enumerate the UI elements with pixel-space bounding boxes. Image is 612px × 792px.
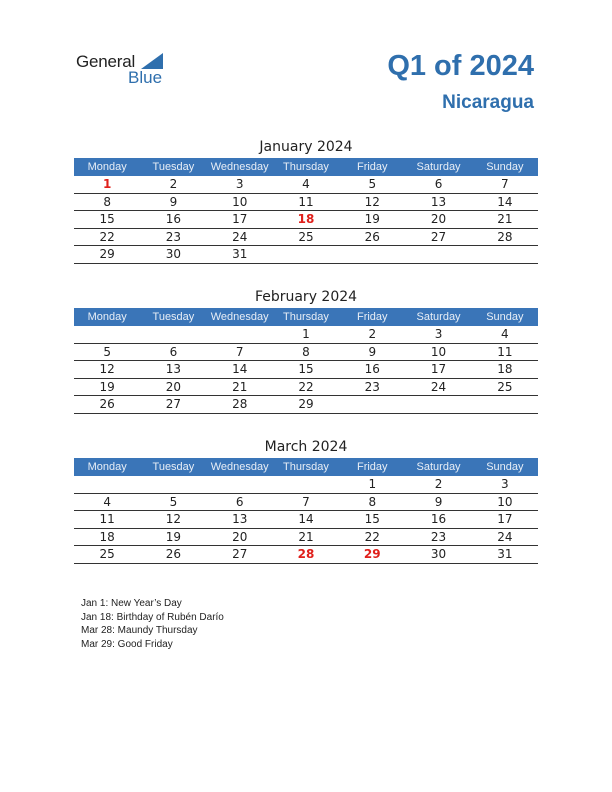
- empty-day-cell: [339, 396, 405, 414]
- weekday-header: Sunday: [472, 308, 538, 326]
- day-cell: 31: [472, 546, 538, 564]
- day-cell: 7: [273, 493, 339, 511]
- logo-triangle-icon: [141, 53, 163, 69]
- weekday-header: Wednesday: [207, 158, 273, 176]
- day-cell: 27: [405, 228, 471, 246]
- day-cell: 7: [207, 343, 273, 361]
- week-row: [74, 343, 538, 361]
- day-cell: 9: [405, 493, 471, 511]
- day-cell: 13: [207, 511, 273, 529]
- day-cell: 16: [140, 211, 206, 229]
- weekday-header-row: [74, 458, 538, 476]
- weekday-header: Thursday: [273, 308, 339, 326]
- day-cell: 17: [207, 211, 273, 229]
- day-cell: 15: [339, 511, 405, 529]
- country-name: Nicaragua: [442, 92, 534, 113]
- day-cell: 1: [273, 326, 339, 343]
- day-cell: 20: [207, 528, 273, 546]
- day-cell: 8: [273, 343, 339, 361]
- day-cell: 6: [140, 343, 206, 361]
- day-cell: 3: [207, 176, 273, 193]
- week-row: [74, 476, 538, 493]
- day-cell: 21: [207, 378, 273, 396]
- day-cell: 21: [273, 528, 339, 546]
- day-cell: 15: [74, 211, 140, 229]
- month-grid: [74, 158, 538, 264]
- week-row: [74, 246, 538, 264]
- holiday-notes: [81, 597, 224, 651]
- weekday-header: Friday: [339, 458, 405, 476]
- day-cell: 20: [140, 378, 206, 396]
- weekday-header: Sunday: [472, 458, 538, 476]
- day-cell: 5: [74, 343, 140, 361]
- day-cell: 18: [472, 361, 538, 379]
- day-cell: 14: [207, 361, 273, 379]
- day-cell: 2: [405, 476, 471, 493]
- weekday-header: Wednesday: [207, 458, 273, 476]
- week-row: [74, 396, 538, 414]
- day-cell: 4: [273, 176, 339, 193]
- day-cell: 23: [140, 228, 206, 246]
- day-cell: 22: [74, 228, 140, 246]
- day-cell: 26: [339, 228, 405, 246]
- week-row: [74, 361, 538, 379]
- day-cell: 14: [472, 193, 538, 211]
- weekday-header: Monday: [74, 158, 140, 176]
- day-cell: 12: [140, 511, 206, 529]
- weekday-header: Friday: [339, 308, 405, 326]
- empty-day-cell: [140, 476, 206, 493]
- day-cell: 22: [273, 378, 339, 396]
- day-cell: 24: [405, 378, 471, 396]
- day-cell: 19: [339, 211, 405, 229]
- day-cell: 17: [472, 511, 538, 529]
- week-row: [74, 528, 538, 546]
- month-grid: [74, 458, 538, 564]
- day-cell: 20: [405, 211, 471, 229]
- month-february: [74, 286, 538, 414]
- day-cell: 5: [140, 493, 206, 511]
- empty-day-cell: [405, 396, 471, 414]
- day-cell: 7: [472, 176, 538, 193]
- day-cell: 17: [405, 361, 471, 379]
- holiday-note: Jan 1: New Year’s Day: [81, 598, 182, 609]
- weekday-header: Monday: [74, 458, 140, 476]
- weekday-header: Sunday: [472, 158, 538, 176]
- day-cell: 22: [339, 528, 405, 546]
- day-cell: 30: [405, 546, 471, 564]
- day-cell: 31: [207, 246, 273, 264]
- weekday-header: Saturday: [405, 458, 471, 476]
- day-cell: 24: [472, 528, 538, 546]
- empty-day-cell: [74, 476, 140, 493]
- day-cell: 29: [273, 396, 339, 414]
- day-cell: 10: [405, 343, 471, 361]
- weekday-header: Thursday: [273, 458, 339, 476]
- day-cell: 16: [405, 511, 471, 529]
- day-cell: 10: [207, 193, 273, 211]
- empty-day-cell: [339, 246, 405, 264]
- weekday-header: Monday: [74, 308, 140, 326]
- day-cell: 19: [140, 528, 206, 546]
- day-cell: 30: [140, 246, 206, 264]
- month-title: January 2024: [259, 139, 353, 155]
- weekday-header-row: [74, 308, 538, 326]
- day-cell: 25: [472, 378, 538, 396]
- day-cell: 28: [273, 546, 339, 564]
- day-cell: 27: [140, 396, 206, 414]
- day-cell: 10: [472, 493, 538, 511]
- logo-word-blue: Blue: [128, 68, 163, 87]
- day-cell: 24: [207, 228, 273, 246]
- month-march: [74, 436, 538, 564]
- empty-day-cell: [140, 326, 206, 343]
- day-cell: 5: [339, 176, 405, 193]
- day-cell: 18: [273, 211, 339, 229]
- weekday-header: Friday: [339, 158, 405, 176]
- day-cell: 11: [74, 511, 140, 529]
- day-cell: 26: [140, 546, 206, 564]
- day-cell: 14: [273, 511, 339, 529]
- day-cell: 4: [472, 326, 538, 343]
- day-cell: 2: [140, 176, 206, 193]
- brand-logo: [76, 52, 186, 92]
- day-cell: 4: [74, 493, 140, 511]
- logo-word-general: General: [76, 52, 136, 71]
- week-row: [74, 511, 538, 529]
- day-cell: 23: [339, 378, 405, 396]
- day-cell: 25: [273, 228, 339, 246]
- empty-day-cell: [405, 246, 471, 264]
- day-cell: 23: [405, 528, 471, 546]
- day-cell: 9: [339, 343, 405, 361]
- day-cell: 8: [74, 193, 140, 211]
- week-row: [74, 176, 538, 193]
- week-row: [74, 228, 538, 246]
- weekday-header: Tuesday: [140, 158, 206, 176]
- weekday-header: Wednesday: [207, 308, 273, 326]
- week-row: [74, 493, 538, 511]
- day-cell: 29: [339, 546, 405, 564]
- weekday-header: Saturday: [405, 308, 471, 326]
- day-cell: 19: [74, 378, 140, 396]
- day-cell: 26: [74, 396, 140, 414]
- day-cell: 15: [273, 361, 339, 379]
- day-cell: 1: [74, 176, 140, 193]
- day-cell: 29: [74, 246, 140, 264]
- empty-day-cell: [273, 246, 339, 264]
- holiday-note: Jan 18: Birthday of Rubén Darío: [81, 611, 224, 623]
- day-cell: 25: [74, 546, 140, 564]
- month-title: February 2024: [254, 289, 358, 305]
- weekday-header-row: [74, 158, 538, 176]
- week-row: [74, 546, 538, 564]
- day-cell: 16: [339, 361, 405, 379]
- page-title: Q1 of 2024: [387, 50, 534, 82]
- month-title: March 2024: [264, 439, 348, 455]
- month-january: [74, 136, 538, 264]
- day-cell: 1: [339, 476, 405, 493]
- empty-day-cell: [207, 326, 273, 343]
- month-grid: [74, 308, 538, 414]
- empty-day-cell: [472, 396, 538, 414]
- holiday-note: Mar 28: Maundy Thursday: [81, 625, 198, 637]
- empty-day-cell: [207, 476, 273, 493]
- day-cell: 27: [207, 546, 273, 564]
- day-cell: 6: [405, 176, 471, 193]
- day-cell: 11: [472, 343, 538, 361]
- empty-day-cell: [74, 326, 140, 343]
- day-cell: 18: [74, 528, 140, 546]
- day-cell: 13: [405, 193, 471, 211]
- day-cell: 9: [140, 193, 206, 211]
- day-cell: 3: [405, 326, 471, 343]
- empty-day-cell: [273, 476, 339, 493]
- weekday-header: Saturday: [405, 158, 471, 176]
- day-cell: 2: [339, 326, 405, 343]
- day-cell: 28: [207, 396, 273, 414]
- empty-day-cell: [472, 246, 538, 264]
- day-cell: 21: [472, 211, 538, 229]
- day-cell: 11: [273, 193, 339, 211]
- day-cell: 6: [207, 493, 273, 511]
- holiday-note: Mar 29: Good Friday: [81, 638, 173, 650]
- day-cell: 3: [472, 476, 538, 493]
- day-cell: 12: [339, 193, 405, 211]
- day-cell: 28: [472, 228, 538, 246]
- week-row: [74, 378, 538, 396]
- day-cell: 8: [339, 493, 405, 511]
- day-cell: 12: [74, 361, 140, 379]
- week-row: [74, 326, 538, 343]
- week-row: [74, 193, 538, 211]
- day-cell: 13: [140, 361, 206, 379]
- weekday-header: Thursday: [273, 158, 339, 176]
- weekday-header: Tuesday: [140, 308, 206, 326]
- weekday-header: Tuesday: [140, 458, 206, 476]
- week-row: [74, 211, 538, 229]
